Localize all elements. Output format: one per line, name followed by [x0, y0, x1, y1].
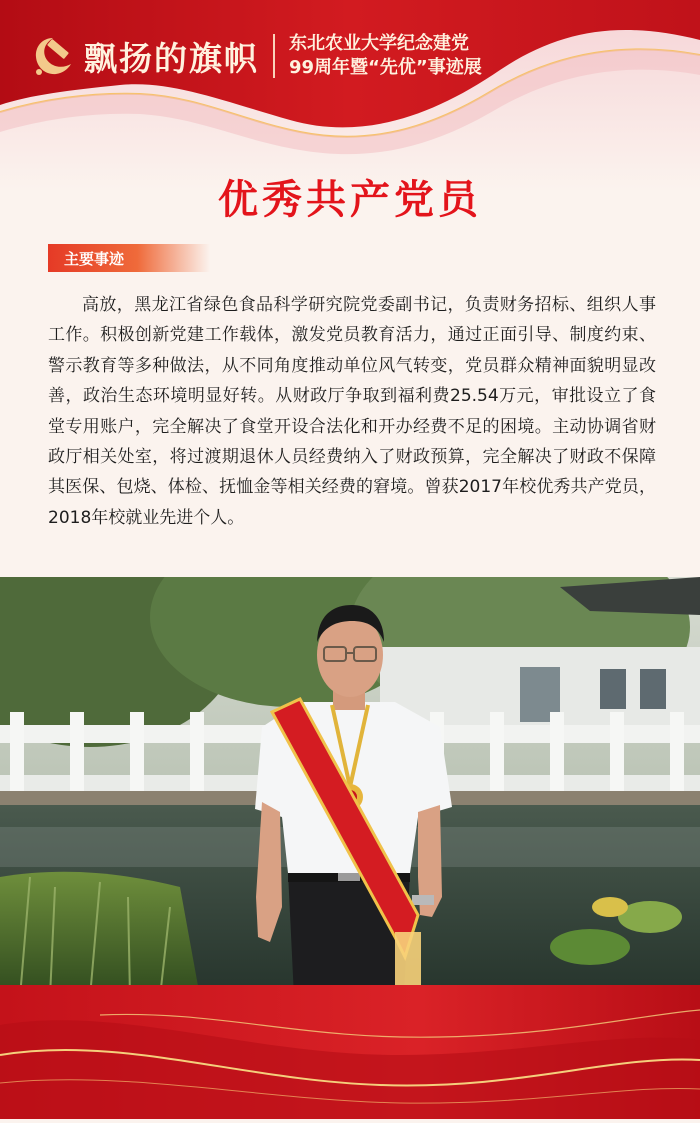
- section-tag: [48, 244, 210, 272]
- header-subtitle: [289, 32, 482, 80]
- header-banner: [0, 0, 700, 190]
- header-subtitle-line2: 99周年暨“先优”事迹展: [289, 57, 482, 78]
- story-paragraph: 高放，黑龙江省绿色食品科学研究院党委副书记，负责财务招标、组织人事工作。积极创新党建工作载体，激发党员教育活力，通过正面引导、制度约束、警示教育等多种做法，从不同角度推动单位风气转变，党员群众精神面貌明显改善，政治生态环境明显好转。从财政厅争取到福利费25.54万元，审批设立了食堂专用账户，完全解决了食堂开设合法化和开办经费不足的困境。主动协调省财政厅相关处室，将过渡期退休人员经费纳入了财政预算，完全解决了财政不保障其医保、包烧、体检、抚恤金等相关经费的窘境。曾获2017年校优秀共产党员，2018年校就业先进个人。: [48, 295, 656, 528]
- footer-banner: [0, 985, 700, 1119]
- section-tag-label: 主要事迹: [64, 250, 125, 268]
- header-divider: [273, 34, 275, 78]
- honor-title: 优秀共产党员: [218, 177, 482, 223]
- portrait-photo: [0, 577, 700, 997]
- hammer-sickle-icon: [30, 33, 76, 79]
- header-subtitle-line1: 东北农业大学纪念建党: [289, 33, 469, 54]
- portrait-scene: [0, 577, 700, 997]
- header-wave-background: [0, 0, 700, 190]
- footer-wave-background: [0, 985, 700, 1119]
- brand-block: [30, 31, 482, 81]
- header-title: 飘扬的旗帜: [84, 38, 259, 78]
